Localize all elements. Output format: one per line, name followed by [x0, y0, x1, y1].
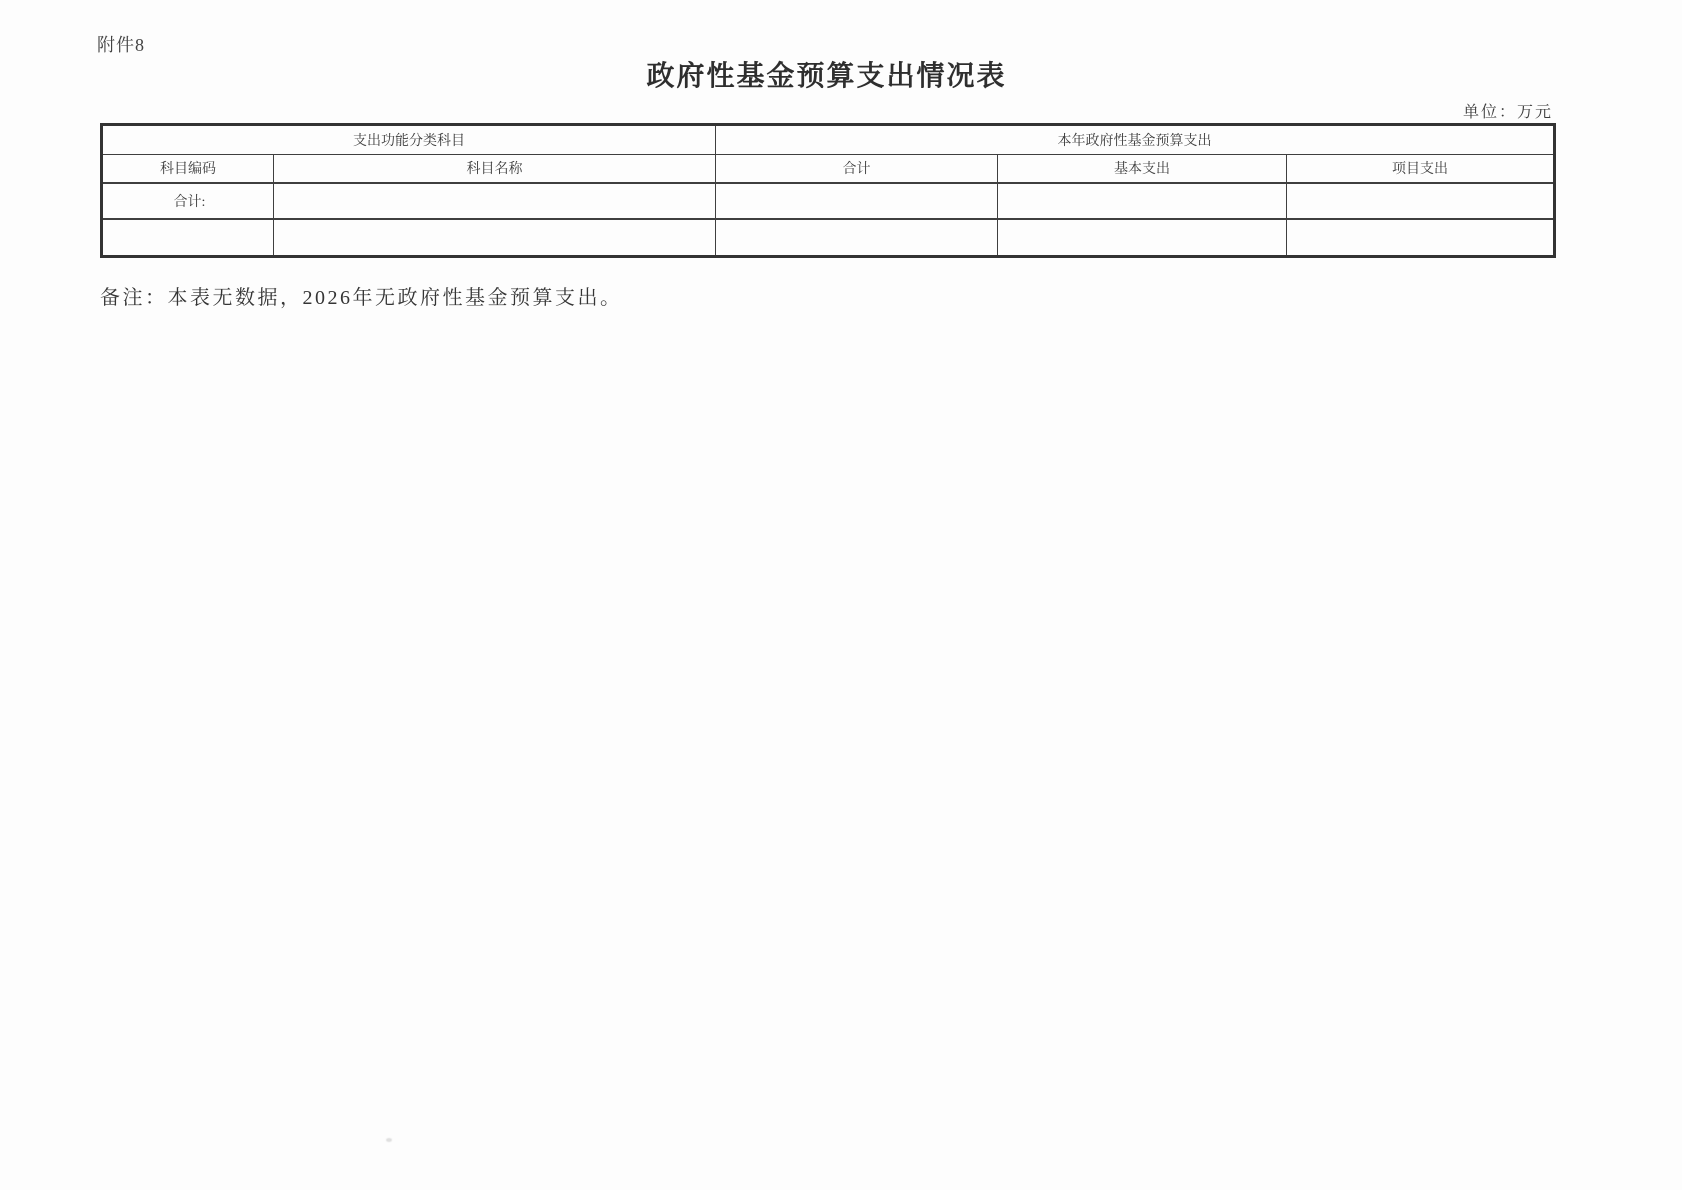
table-cell — [998, 219, 1287, 257]
attachment-label: 附件8 — [97, 35, 145, 55]
scan-artifact — [386, 1138, 392, 1142]
col-header-total: 合计 — [716, 155, 998, 183]
table-header-group-row — [102, 125, 1555, 155]
table-column-header-row — [102, 155, 1555, 183]
note-text: 备注：本表无数据，2026年无政府性基金预算支出。 — [100, 287, 623, 309]
table-row-empty — [102, 219, 1555, 257]
col-header-basic-expenditure: 基本支出 — [998, 155, 1287, 183]
table-cell — [716, 219, 998, 257]
table-cell — [1287, 219, 1555, 257]
table-cell — [1287, 183, 1555, 219]
total-label-cell: 合计: — [102, 183, 274, 219]
budget-expenditure-table — [100, 123, 1556, 258]
table-cell — [102, 219, 274, 257]
table-cell — [274, 183, 716, 219]
table-cell — [998, 183, 1287, 219]
header-group-function-classification: 支出功能分类科目 — [102, 125, 716, 155]
table-cell — [274, 219, 716, 257]
col-header-project-expenditure: 项目支出 — [1287, 155, 1555, 183]
table-cell — [716, 183, 998, 219]
header-group-current-year-fund-expenditure: 本年政府性基金预算支出 — [716, 125, 1555, 155]
page-title: 政府性基金预算支出情况表 — [646, 61, 1007, 92]
col-header-subject-name: 科目名称 — [274, 155, 716, 183]
col-header-subject-code: 科目编码 — [102, 155, 274, 183]
table-row-total — [102, 183, 1555, 219]
unit-label: 单位：万元 — [1462, 104, 1553, 121]
